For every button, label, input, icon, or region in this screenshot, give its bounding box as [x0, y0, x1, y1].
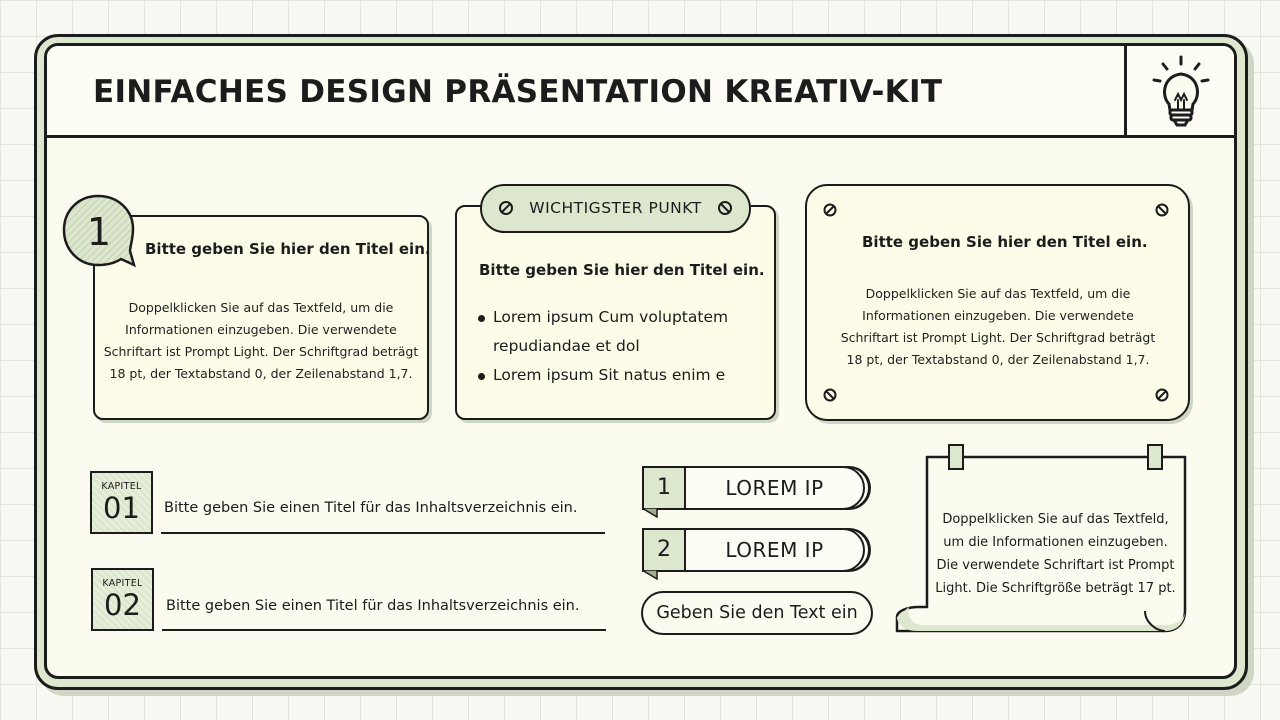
card3-body-line: Informationen einzugeben. Die verwendete — [862, 308, 1134, 323]
lightbulb-box — [1124, 46, 1234, 138]
note-line: Light. Die Schriftgröße beträgt 17 pt. — [935, 581, 1176, 596]
badge-number: 1 — [86, 210, 112, 254]
tab-label: LOREM IP — [725, 476, 824, 500]
card1-body-line: Doppelklicken Sie auf das Textfeld, um die — [128, 300, 394, 315]
list-item-continuation: repudiandae et dol — [493, 337, 640, 355]
chapter-badge-02 — [91, 568, 154, 631]
card1-body-line: Informationen einzugeben. Die verwendete — [125, 322, 397, 337]
header-bar — [47, 46, 1234, 138]
list-item: Lorem ipsum Cum voluptatem — [476, 303, 776, 332]
key-point-text: WICHTIGSTER PUNKT — [529, 199, 702, 217]
screw-icon — [823, 203, 837, 217]
card3-body-line: 18 pt, der Textabstand 0, der Zeilenabstand 1,7. — [846, 352, 1150, 367]
card2-bullet-list[interactable] — [476, 303, 776, 390]
card3-body[interactable] — [818, 283, 1178, 371]
chapter-underline — [161, 532, 605, 534]
card2-title[interactable]: Bitte geben Sie hier den Titel ein. — [479, 261, 765, 279]
card3-title[interactable]: Bitte geben Sie hier den Titel ein. — [862, 233, 1148, 251]
screw-icon — [717, 200, 733, 216]
scroll-note-text[interactable] — [928, 508, 1183, 600]
card1-title[interactable]: Bitte geben Sie hier den Titel ein. — [145, 240, 431, 258]
tab-fold — [642, 508, 658, 518]
chapter-label: KAPITEL — [101, 481, 142, 492]
tab-number-1: 1 — [642, 466, 686, 510]
chapter-number: 01 — [103, 491, 140, 525]
tab-lorem-1[interactable] — [684, 466, 865, 510]
chapter-title-01[interactable]: Bitte geben Sie einen Titel für das Inhaltsverzeichnis ein. — [164, 500, 578, 516]
chapter-number: 02 — [104, 588, 141, 622]
tab-number-2: 2 — [642, 528, 686, 572]
screw-icon — [1155, 203, 1169, 217]
chapter-title-02[interactable]: Bitte geben Sie einen Titel für das Inhaltsverzeichnis ein. — [166, 598, 580, 614]
screw-icon — [823, 388, 837, 402]
card1-body-line: 18 pt, der Textabstand 0, der Zeilenabstand 1,7. — [109, 366, 413, 381]
screw-icon — [1155, 388, 1169, 402]
chapter-label: KAPITEL — [102, 578, 143, 589]
list-item: Lorem ipsum Sit natus enim e — [476, 361, 776, 390]
note-line: um die Informationen einzugeben. — [943, 535, 1168, 550]
tab-lorem-2[interactable] — [684, 528, 865, 572]
text-input-pill[interactable]: Geben Sie den Text ein — [641, 591, 873, 635]
lightbulb-icon — [1151, 54, 1211, 130]
tab-label: LOREM IP — [725, 538, 824, 562]
tab-fold — [642, 570, 658, 580]
card3-body-line: Schriftart ist Prompt Light. Der Schriftgrad beträgt — [840, 330, 1156, 345]
slide-title[interactable]: EINFACHES DESIGN PRÄSENTATION KREATIV-KIT — [93, 74, 943, 110]
note-line: Doppelklicken Sie auf das Textfeld, — [942, 512, 1169, 527]
key-point-label[interactable] — [480, 184, 751, 233]
chapter-badge-01 — [90, 471, 153, 534]
chapter-underline — [162, 629, 606, 631]
card3-body-line: Doppelklicken Sie auf das Textfeld, um die — [865, 286, 1131, 301]
note-line: Die verwendete Schriftart ist Prompt — [936, 558, 1175, 573]
card1-body-line: Schriftart ist Prompt Light. Der Schriftgrad beträgt — [103, 344, 419, 359]
card1-body[interactable] — [96, 297, 426, 385]
